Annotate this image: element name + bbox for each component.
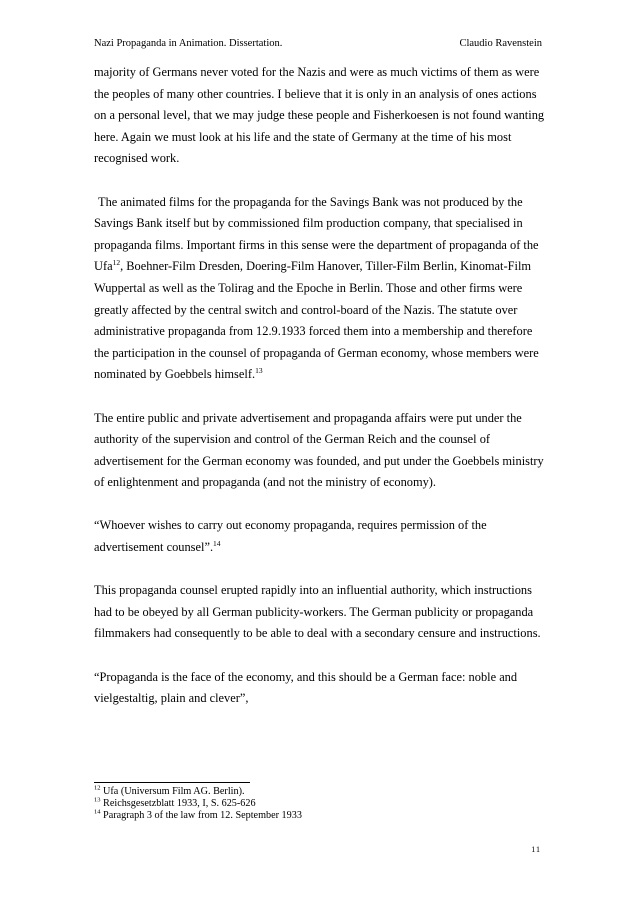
quote-paragraph: “Propaganda is the face of the economy, and this should be a German face: noble and vielgestaltig, plain and clever”, [94,669,518,706]
quote-paragraph: “Whoever wishes to carry out economy propaganda, requires permission of the advertisement counsel”.$^{14}$ [94,518,487,555]
footnote-ref[interactable]: 12 [112,258,121,268]
header-title: Nazi Propaganda in Animation. Dissertation. [94,38,283,49]
footnote: $^{13}$ Reichsgesetzblatt 1933, I, S. 625-626 [94,796,256,809]
paragraph: The entire public and private advertisement and propaganda affairs were put under the authority of the supervision and control of the German Reich and the counsel of advertisement for the German economy was founded, and put under the Goebbels ministry of enlightenment and propaganda (and not the ministry of economy). [94,410,544,490]
page-header [94,37,542,51]
paragraph: This propaganda counsel erupted rapidly into an influential authority, which instructions had to be obeyed by all German publicity-workers. The German publicity or propaganda filmmakers had consequently to be able to deal with a secondary censure and instructions. [94,583,541,641]
page-number: 11 [531,845,541,854]
footnote-ref[interactable]: 14 [213,538,221,548]
footnote: $^{12}$ Ufa (Universum Film AG. Berlin). [94,784,245,797]
footnotes [94,786,302,822]
footnote: $^{14}$ Paragraph 3 of the law from 12. September 1933 [94,808,302,821]
paragraph: majority of Germans never voted for the Nazis and were as much victims of them as were the peoples of many other countries. I believe that it is only in an analysis of ones actions on a personal level, that we may judge these people and Fisherkoesen is not found wanting here. Again we must look at his life and the state of Germany at the time of his most recognised work. [94,65,545,166]
body-text [94,62,550,731]
footnote-divider [94,782,250,783]
header-author: Claudio Ravenstein [459,38,542,49]
footnote-ref[interactable]: 13 [255,366,263,376]
paragraph: The animated films for the propaganda for the Savings Bank was not produced by the Savings Bank itself but by commissioned film production company, that specialised in propaganda films. Important firms in this sense were the department of propaganda of the Ufa$^{12}$, Boehner-Film Dresden, Doering-Film Hanover, Tiller-Film Berlin, Kinomat-Film Wuppertal as well as the Tolirag and the Epoche in Berlin. Those and other firms were greatly affected by the central switch and control-board of the Nazis. The statute over administrative propaganda from 12.9.1933 forced them into a membership and therefore the participation in the counsel of propaganda of German economy, whose members were nominated by Goebbels himself.$^{13}$ [94,194,539,382]
